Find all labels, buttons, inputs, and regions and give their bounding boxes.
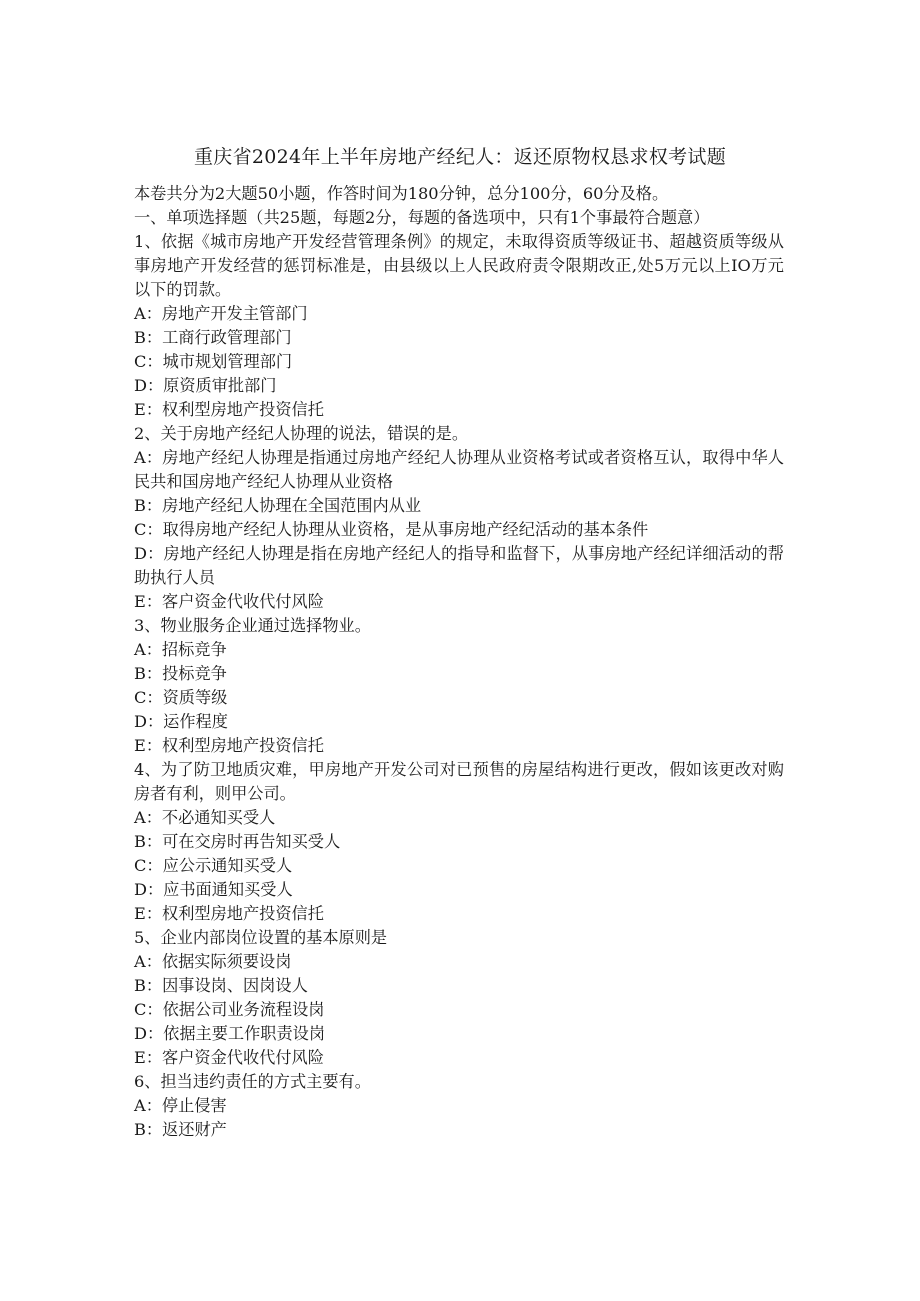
answer-option: B：投标竞争: [134, 664, 227, 683]
question-5: [134, 926, 784, 1070]
answer-option: D：依据主要工作职责设岗: [134, 1024, 326, 1043]
answer-option: B：工商行政管理部门: [134, 328, 292, 347]
question-2: [134, 422, 784, 614]
answer-option: D：房地产经纪人协理是指在房地产经纪人的指导和监督下，从事房地产经纪详细活动的帮助执行人员: [134, 544, 784, 587]
question-stem: 6、担当违约责任的方式主要有。: [134, 1072, 371, 1091]
answer-option: A：房地产经纪人协理是指通过房地产经纪人协理从业资格考试或者资格互认，取得中华人民共和国房地产经纪人协理从业资格: [134, 448, 784, 491]
answer-option: C：资质等级: [134, 688, 228, 707]
answer-option: E：客户资金代收代付风险: [134, 592, 324, 611]
exam-intro: 本卷共分为2大题50小题，作答时间为180分钟，总分100分，60分及格。: [134, 184, 669, 203]
answer-option: C：城市规划管理部门: [134, 352, 293, 371]
answer-option: A：不必通知买受人: [134, 808, 276, 827]
answer-option: A：停止侵害: [134, 1096, 227, 1115]
answer-option: A：依据实际须要设岗: [134, 952, 292, 971]
answer-option: E：权利型房地产投资信托: [134, 904, 324, 923]
question-6: [134, 1070, 784, 1142]
answer-option: B：房地产经纪人协理在全国范围内从业: [134, 496, 422, 515]
answer-option: B：因事设岗、因岗设人: [134, 976, 308, 995]
answer-option: D：运作程度: [134, 712, 228, 731]
document-title: 重庆省2024年上半年房地产经纪人：返还原物权恳求权考试题: [193, 146, 727, 168]
question-stem: 4、为了防卫地质灾难，甲房地产开发公司对已预售的房屋结构进行更改，假如该更改对购房者有利，则甲公司。: [134, 760, 784, 803]
question-stem: 5、企业内部岗位设置的基本原则是: [134, 928, 388, 947]
document-body: [134, 182, 784, 1142]
question-stem: 1、依据《城市房地产开发经营管理条例》的规定，未取得资质等级证书、超越资质等级从事房地产开发经营的惩罚标准是，由县级以上人民政府责令限期改正,处5万元以上IO万元以下的罚款。: [134, 232, 784, 299]
answer-option: B：返还财产: [134, 1120, 227, 1139]
answer-option: C：依据公司业务流程设岗: [134, 1000, 325, 1019]
answer-option: B：可在交房时再告知买受人: [134, 832, 341, 851]
section-heading: 一、单项选择题（共25题，每题2分，每题的备选项中，只有1个事最符合题意）: [134, 208, 710, 227]
answer-option: E：权利型房地产投资信托: [134, 736, 324, 755]
question-stem: 3、物业服务企业通过选择物业。: [134, 616, 371, 635]
answer-option: E：权利型房地产投资信托: [134, 400, 324, 419]
answer-option: A：房地产开发主管部门: [134, 304, 308, 323]
question-3: [134, 614, 784, 758]
question-4: [134, 758, 784, 926]
answer-option: D：应书面通知买受人: [134, 880, 293, 899]
answer-option: A：招标竞争: [134, 640, 227, 659]
answer-option: D：原资质审批部门: [134, 376, 277, 395]
answer-option: C：应公示通知买受人: [134, 856, 293, 875]
answer-option: C：取得房地产经纪人协理从业资格，是从事房地产经纪活动的基本条件: [134, 520, 649, 539]
answer-option: E：客户资金代收代付风险: [134, 1048, 324, 1067]
question-stem: 2、关于房地产经纪人协理的说法，错误的是。: [134, 424, 469, 443]
question-1: [134, 230, 784, 422]
